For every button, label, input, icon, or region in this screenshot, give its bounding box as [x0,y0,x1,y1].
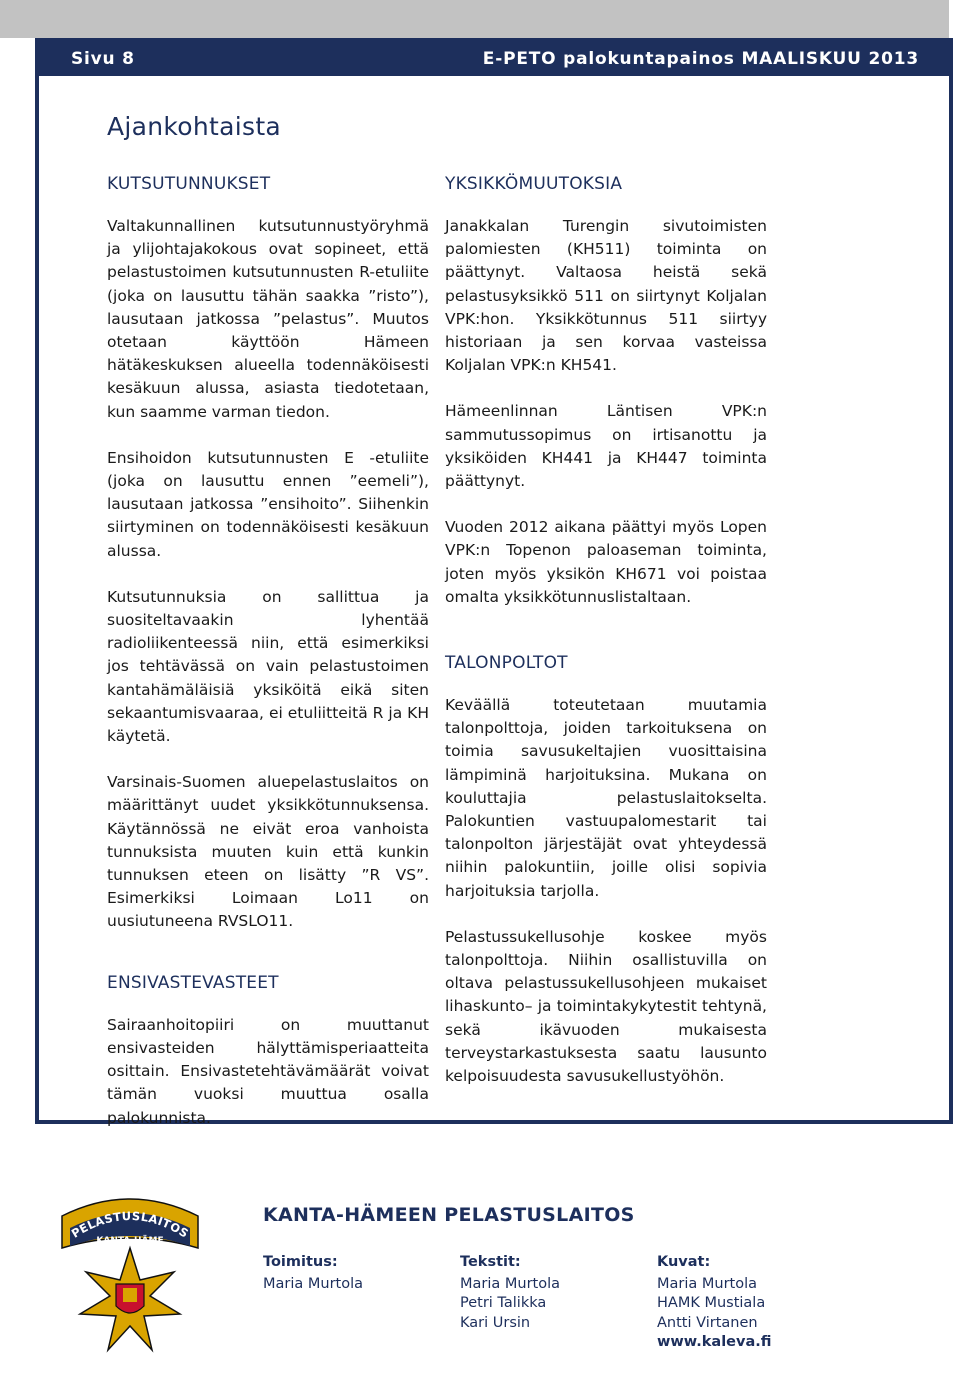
credit-label: Toimitus: [263,1254,338,1270]
credit-name: Petri Talikka [460,1295,547,1312]
credit-name: Antti Virtanen [657,1314,758,1331]
credit-name: Maria Murtola [460,1275,561,1292]
credit-label: Tekstit: [460,1254,521,1270]
page-number: Sivu 8 [71,49,135,69]
heading-talonpoltot: TALONPOLTOT [445,653,568,674]
paragraph: Valtakunnallinen kutsutunnustyöryhmä ja ylijohtajakokous ovat sopineet, että pelastustoimen kutsutunnusten R-etuliite (joka on lausuttu tähän saakka ”risto”), lausutaan jatkossa ”pelastus”. Muutos otetaan käyttöön Hämeen hätäkeskuksen alueella todennäköisesti kesäkuun alussa, asiasta tiedotetaan, kun saamme varman tiedon. [107,217,429,421]
credit-label: Kuvat: [657,1254,711,1270]
credit-name: Maria Murtola [657,1275,758,1292]
paragraph: Janakkalan Turengin sivutoimisten palomiesten (KH511) toiminta on päättynyt. Valtaosa heistä sekä pelastusyksikkö 511 on siirtynyt Koljalan VPK:hon. Yksikkötunnus 511 siirtyy historiaan ja sen korvaa vasteissa Koljalan VPK:n KH541. [445,217,767,375]
credit-tekstit [460,1253,560,1333]
header-bar [39,42,949,76]
credit-name: Kari Ursin [460,1314,531,1331]
website-link[interactable]: www.kaleva.fi [657,1334,772,1351]
left-column [107,172,429,1153]
emblem-text-bottom: KANTA-HÄME [96,1236,164,1246]
pelastuslaitos-emblem [56,1188,204,1364]
right-column [445,172,767,1111]
emblem-text-top: PELASTUSLAITOS [68,1208,192,1241]
credit-kuvat [657,1253,772,1353]
section-title: Ajankohtaista [107,112,282,141]
paragraph: Vuoden 2012 aikana päättyi myös Lopen VPK:n Topenon paloaseman toiminta, joten myös yksikön KH671 voi poistaa omalta yksikkötunnuslistaltaan. [445,518,767,606]
publication-title: E-PETO palokuntapainos MAALISKUU 2013 [482,49,919,69]
page-top-tab [0,0,949,38]
paragraph: Hämeenlinnan Läntisen VPK:n sammutussopimus on irtisanottu ja yksiköiden KH441 ja KH447 toiminta päättynyt. [445,402,767,491]
paragraph: Kutsutunnuksia on sallittua ja suositeltavaakin lyhentää radioliikenteessä niin, että esimerkiksi jos tehtävässä on vain pelastustoimen kantahämäläisiä yksiköitä eikä siten sekaantumisvaaraa, ei etuliitteitä R ja KH käytetä. [107,587,429,746]
paragraph: Keväällä toteutetaan muutamia talonpolttoja, joiden tarkoituksena on toimia savusukeltajien vuosittaisina lämpiminä harjoituksina. Mukana on kouluttajia pelastuslaitokselta. Palokuntien vastuupalomestarit tai talonpolton järjestäjät ovat yhteydessä niihin palokuntiin, joille olisi sopivia harjoituksia tarjolla. [445,696,767,900]
heading-kutsutunnukset: KUTSUTUNNUKSET [107,174,271,194]
paragraph: Ensihoidon kutsutunnusten E -etuliite (joka on lausuttu ennen ”eemeli”), lausutaan jatkossa ”ensihoito”. Siihenkin siirtyminen on todennäköisesti kesäkuun alussa. [107,448,429,560]
credit-toimitus [263,1253,363,1294]
heading-ensivastevasteet: ENSIVASTEVASTEET [107,972,279,993]
credit-name: Maria Murtola [263,1275,364,1292]
credit-name: HAMK Mustiala [657,1295,766,1312]
paragraph: Varsinais-Suomen aluepelastuslaitos on määrittänyt uudet yksikkötunnuksensa. Käytännössä ne eivät eroa vanhoista tunnuksista muuten kuin että kunkin tunnuksen eteen on lisätty ”R VS”. Esimerkiksi Loimaan Lo11 on uusiutuneena RVSLO11. [107,773,429,931]
paragraph: Pelastussukellusohje koskee myös talonpolttoja. Niihin osallistuvilla on oltava pelastussukellusohjeen mukaiset lihaskunto– ja toimintakykytestit tehtynä, sekä ikävuoden mukaisesta terveystarkastuksesta saatu lausunto kelpoisuudesta savusukellustyöhön. [445,927,767,1086]
paragraph: Sairaanhoitopiiri on muuttanut ensivasteiden hälyttämisperiaatteita osittain. Ensivastetehtävämäärät voivat tämän vuoksi muuttua osalla palokunnista. [107,1015,429,1127]
heading-yksikkomuutoksia: YKSIKKÖMUUTOKSIA [445,174,623,194]
organization-title: KANTA-HÄMEEN PELASTUSLAITOS [263,1204,635,1226]
emblem-shield-center [123,1288,137,1302]
